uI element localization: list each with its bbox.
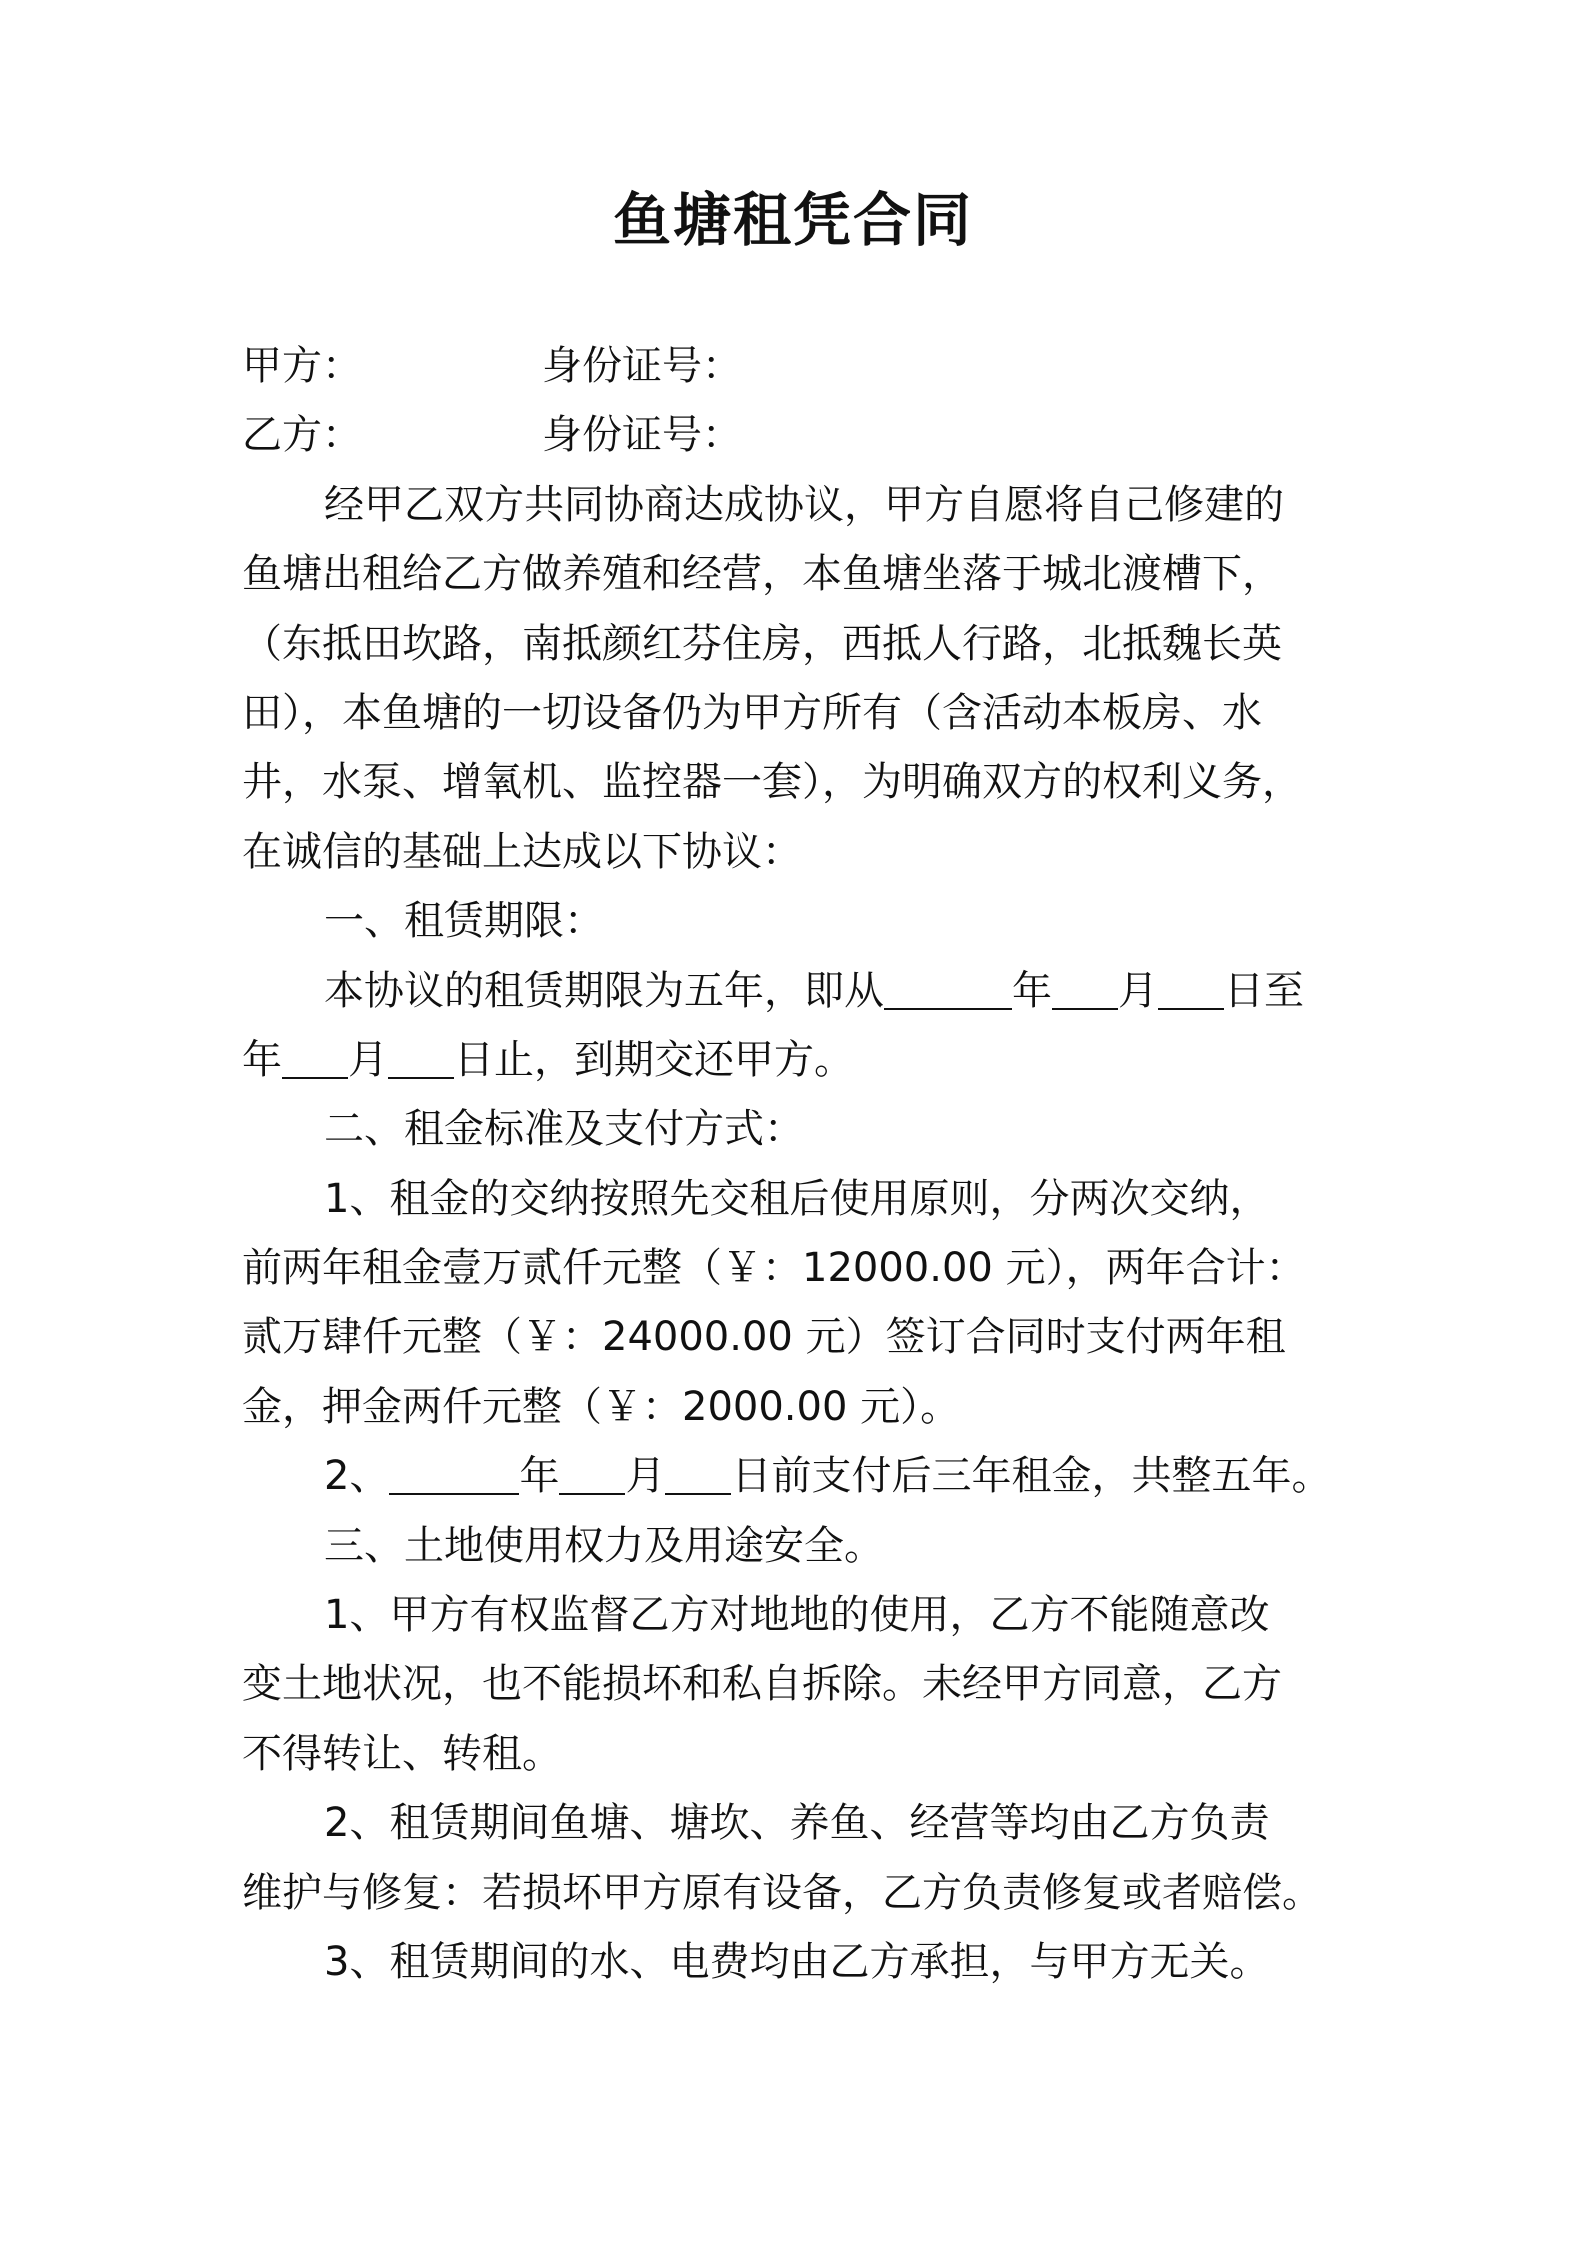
day-label: 日至: [1224, 967, 1304, 1014]
day-blank: [1158, 962, 1224, 1010]
section-heading: 二、租金标准及支付方式：: [324, 1106, 804, 1153]
lease-term-text: 本协议的租赁期限为五年，即从: [324, 967, 884, 1014]
day-blank: [665, 1447, 731, 1495]
section-heading: 一、租赁期限：: [324, 898, 604, 945]
party-a-id-label: 身份证号：: [542, 343, 742, 389]
year-label: 年: [519, 1453, 560, 1500]
month-blank: [282, 1031, 348, 1079]
paragraph-line: 3、租赁期间的水、电费均由乙方承担，与甲方无关。: [324, 1938, 1270, 1985]
paragraph-line: 维护与修复：若损坏甲方原有设备，乙方负责修复或者赔偿。: [242, 1869, 1322, 1916]
lease-term-line: [242, 1026, 1352, 1095]
contract-body: [242, 332, 1352, 1997]
paragraph-line: 金，押金两仟元整（￥：2000.00 元）。: [242, 1383, 961, 1430]
item-number: 2、: [324, 1453, 390, 1500]
paragraph-line: 田），本鱼塘的一切设备仍为甲方所有（含活动本板房、水: [242, 689, 1262, 736]
paragraph-line: 经甲乙双方共同协商达成协议，甲方自愿将自己修建的: [324, 481, 1284, 528]
month-blank: [1052, 962, 1118, 1010]
lease-term-line: [242, 957, 1352, 1026]
paragraph-line: 变土地状况，也不能损坏和私自拆除。未经甲方同意，乙方: [242, 1661, 1282, 1708]
party-b-label: 乙方：: [242, 412, 362, 459]
day-blank: [388, 1031, 454, 1079]
paragraph-line: 1、甲方有权监督乙方对地地的使用，乙方不能随意改: [324, 1592, 1270, 1639]
paragraph-line: 2、租赁期间鱼塘、塘坎、养鱼、经营等均由乙方负责: [324, 1800, 1270, 1847]
year-label: 年: [1012, 967, 1052, 1014]
paragraph-line: 贰万肆仟元整（￥：24000.00 元）签订合同时支付两年租: [242, 1314, 1286, 1361]
paragraph-line: 1、租金的交纳按照先交租后使用原则，分两次交纳，: [324, 1175, 1270, 1222]
paragraph-line: 在诚信的基础上达成以下协议：: [242, 828, 802, 875]
month-blank: [559, 1447, 625, 1495]
paragraph-line: 井，水泵、增氧机、监控器一套），为明确双方的权利义务，: [242, 759, 1302, 806]
month-label: 月: [1118, 967, 1158, 1014]
party-b-id-label: 身份证号：: [542, 412, 742, 459]
party-b-row: [242, 401, 1352, 470]
paragraph-line: （东抵田坎路，南抵颜红芬住房，西抵人行路，北抵魏长英: [242, 620, 1282, 667]
year-label: 年: [242, 1036, 282, 1083]
document-title: 鱼塘租凭合同: [612, 186, 973, 254]
party-a-label: 甲方：: [242, 343, 362, 389]
end-text: 日止，到期交还甲方。: [454, 1036, 854, 1083]
section-heading: 三、土地使用权力及用途安全。: [324, 1522, 884, 1569]
paragraph-line: 鱼塘出租给乙方做养殖和经营，本鱼塘坐落于城北渡槽下，: [242, 551, 1282, 598]
month-label: 月: [348, 1036, 388, 1083]
year-blank: [884, 962, 1012, 1010]
month-label: 月: [625, 1453, 666, 1500]
party-a-row: [242, 332, 1352, 401]
payment-text: 日前支付后三年租金，共整五年。: [731, 1453, 1332, 1500]
paragraph-line: 前两年租金壹万贰仟元整（￥：12000.00 元），两年合计：: [242, 1245, 1306, 1292]
paragraph-line: 不得转让、转租。: [242, 1730, 562, 1777]
payment-date-line: [242, 1442, 1352, 1511]
year-blank: [389, 1447, 519, 1495]
